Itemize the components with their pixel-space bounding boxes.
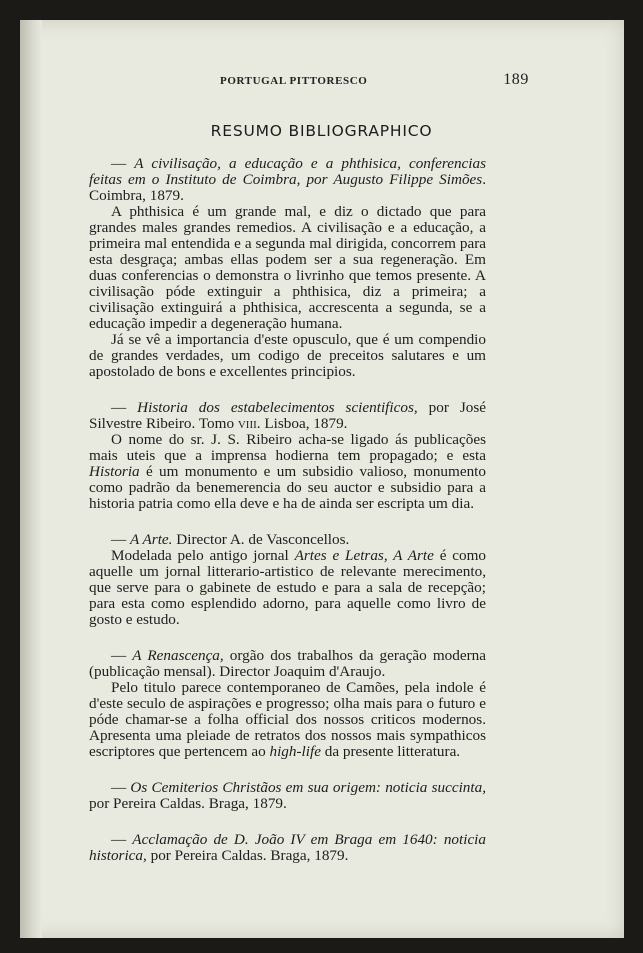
- entry-heading: — Os Cemiterios Christãos em sua origem: noticia succinta, por Pereira Caldas. Braga, 1879.: [89, 779, 487, 812]
- paragraph: Pelo titulo parece contemporaneo de Camões, pela indole é d'este seculo de aspirações e progresso; olha mais para o futuro e póde chamar-se a folha official dos nossos criticos modernos. Apresenta uma pleiade de retratos dos nossos mais sympathicos escriptores que pertencem ao high-life da presente litteratura.: [89, 679, 486, 760]
- section-title: RESUMO BIBLIOGRAPHICO: [210, 122, 433, 140]
- work-title: A Arte.: [129, 531, 173, 548]
- work-title: A civilisação, a educação e a phthisica, conferencias feitas em o Instituto de Coimbra, por Augusto Filippe Simões: [89, 155, 487, 188]
- page-gutter: [20, 20, 42, 938]
- paragraph: A phthisica é um grande mal, e diz o dictado que para grandes males grandes remedios. A civilisação e a educação, a primeira mal entendida e a segunda mal dirigida, concorrem para esta desgraça; ambas ellas podem ser a sua regeneração. Em duas conferencias o demonstra o livrinho que temos presente. A civilisação póde extinguir a phthisica, diz a primeira; a civilisação extinguirá a phthisica, accrescenta a segunda, se a educação impedir a degeneração humana.: [89, 203, 486, 332]
- work-title: A Renascença,: [132, 647, 224, 664]
- entry-heading: — Acclamação de D. João IV em Braga em 1640: noticia historica, por Pereira Caldas. Braga, 1879.: [89, 831, 486, 864]
- text-body: [89, 156, 486, 864]
- work-title: Historia dos estabelecimentos scientificos,: [137, 399, 418, 416]
- entry-heading: — Historia dos estabelecimentos scientificos, por José Silvestre Ribeiro. Tomo viii. Lisboa, 1879.: [89, 399, 487, 432]
- running-head: PORTUGAL PITTORESCO: [220, 75, 368, 87]
- paragraph: Já se vê a importancia d'este opusculo, que é um compendio de grandes verdades, um codigo de preceitos salutares e um apostolado de bons e excellentes principios.: [89, 331, 486, 380]
- paragraph: Modelada pelo antigo jornal Artes e Letras, A Arte é como aquelle um jornal litterario-artistico de relevante merecimento, que serve para o gabinete de estudo e para a sala de recepção; para esta como esplendido adorno, para aquelle como livro de gosto e estudo.: [89, 547, 487, 628]
- work-title: Os Cemiterios Christãos em sua origem: noticia succinta,: [130, 779, 487, 796]
- work-title: Acclamação de D. João IV em Braga em 1640: noticia historica,: [89, 831, 486, 864]
- entry-heading: — A Arte. Director A. de Vasconcellos.: [111, 531, 350, 548]
- paragraph: O nome do sr. J. S. Ribeiro acha-se ligado ás publicações mais uteis que a imprensa hodierna tem propagado; e esta Historia é um monumento e um subsidio valioso, monumento como padrão da benemerencia do seu auctor e subsidio para a historia patria como ella deve e ha de ainda ser escripta um dia.: [89, 431, 486, 512]
- entry-heading: — A civilisação, a educação e a phthisica, conferencias feitas em o Instituto de Coimbra, por Augusto Filippe Simões. Coimbra, 1879.: [89, 155, 487, 204]
- page-number: 189: [503, 71, 529, 88]
- entry-heading: — A Renascença, orgão dos trabalhos da geração moderna (publicação mensal). Director Joaquim d'Araujo.: [89, 647, 486, 680]
